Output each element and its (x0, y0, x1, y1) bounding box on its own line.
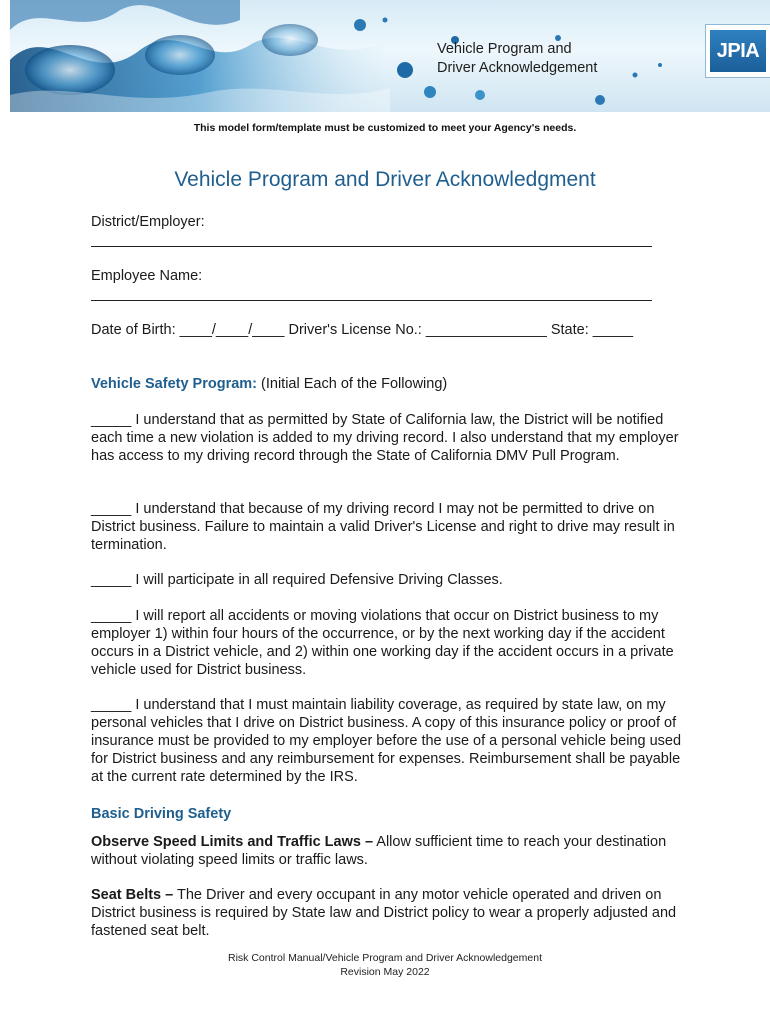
footer-line1: Risk Control Manual/Vehicle Program and Driver Acknowledgement (228, 952, 542, 964)
employee-name-label: Employee Name: (91, 268, 203, 284)
page-title: Vehicle Program and Driver Acknowledgment (174, 168, 596, 191)
vehicle-safety-heading (91, 375, 691, 393)
header-title-line1: Vehicle Program and (437, 41, 572, 57)
customization-notice: This model form/template must be customized to meet your Agency's needs. (193, 122, 577, 134)
vehicle-safety-subtitle: (Initial Each of the Following) (257, 376, 448, 392)
jpia-logo (705, 24, 770, 78)
speed-limits-paragraph (91, 833, 691, 869)
footer (0, 952, 770, 979)
header-banner (10, 0, 770, 112)
water-splash-image (10, 0, 770, 112)
acknowledgement-item[interactable]: _____ I understand that I must maintain liability coverage, as required by state law, on my personal vehicles that I drive on District business. A copy of this insurance policy or proof of insurance must be provided to my employer before the use of a personal vehicle being used for District business and any reimbursement for expenses. Reimbursement shall be payable at the current rate determined by the IRS. (91, 697, 682, 785)
seat-belts-title: Seat Belts – (91, 887, 174, 903)
acknowledgement-item[interactable]: _____ I will participate in all required Defensive Driving Classes. (91, 572, 503, 588)
vehicle-safety-title: Vehicle Safety Program: (91, 376, 258, 392)
header-title-line2: Driver Acknowledgement (437, 60, 598, 76)
logo-text: JPIA (710, 30, 766, 72)
employee-name-line[interactable] (91, 300, 652, 301)
acknowledgement-item[interactable]: _____ I understand that because of my driving record I may not be permitted to drive on District business. Failure to maintain a valid Driver's License and right to drive may result in termination. (91, 501, 675, 553)
speed-limits-text: Allow sufficient time to reach your destination without violating speed limits or traffic laws. (91, 834, 667, 868)
footer-line2: Revision May 2022 (340, 965, 430, 978)
speed-limits-title: Observe Speed Limits and Traffic Laws – (91, 834, 374, 850)
dob-license-state-line[interactable]: Date of Birth: ____/____/____ Driver's License No.: _______________ State: _____ (91, 322, 634, 338)
acknowledgement-item[interactable]: _____ I will report all accidents or moving violations that occur on District business to my employer 1) within four hours of the occurrence, or by the next working day if the accident occurs in a District vehicle, and 2) within one working day if the accident occurs in a private vehicle used for District business. (91, 608, 674, 678)
acknowledgement-item[interactable]: _____ I understand that as permitted by State of California law, the District will be notified each time a new violation is added to my driving record. I also understand that my employer has access to my driving record through the State of California DMV Pull Program. (91, 412, 679, 464)
district-employer-label: District/Employer: (91, 214, 205, 230)
basic-driving-safety-heading: Basic Driving Safety (91, 806, 232, 822)
seat-belts-paragraph (91, 886, 691, 940)
header-title (437, 40, 597, 78)
seat-belts-text: The Driver and every occupant in any motor vehicle operated and driven on District business is required by State law and District policy to wear a properly adjusted and fastened seat belt. (91, 887, 677, 939)
district-employer-line[interactable] (91, 246, 652, 247)
